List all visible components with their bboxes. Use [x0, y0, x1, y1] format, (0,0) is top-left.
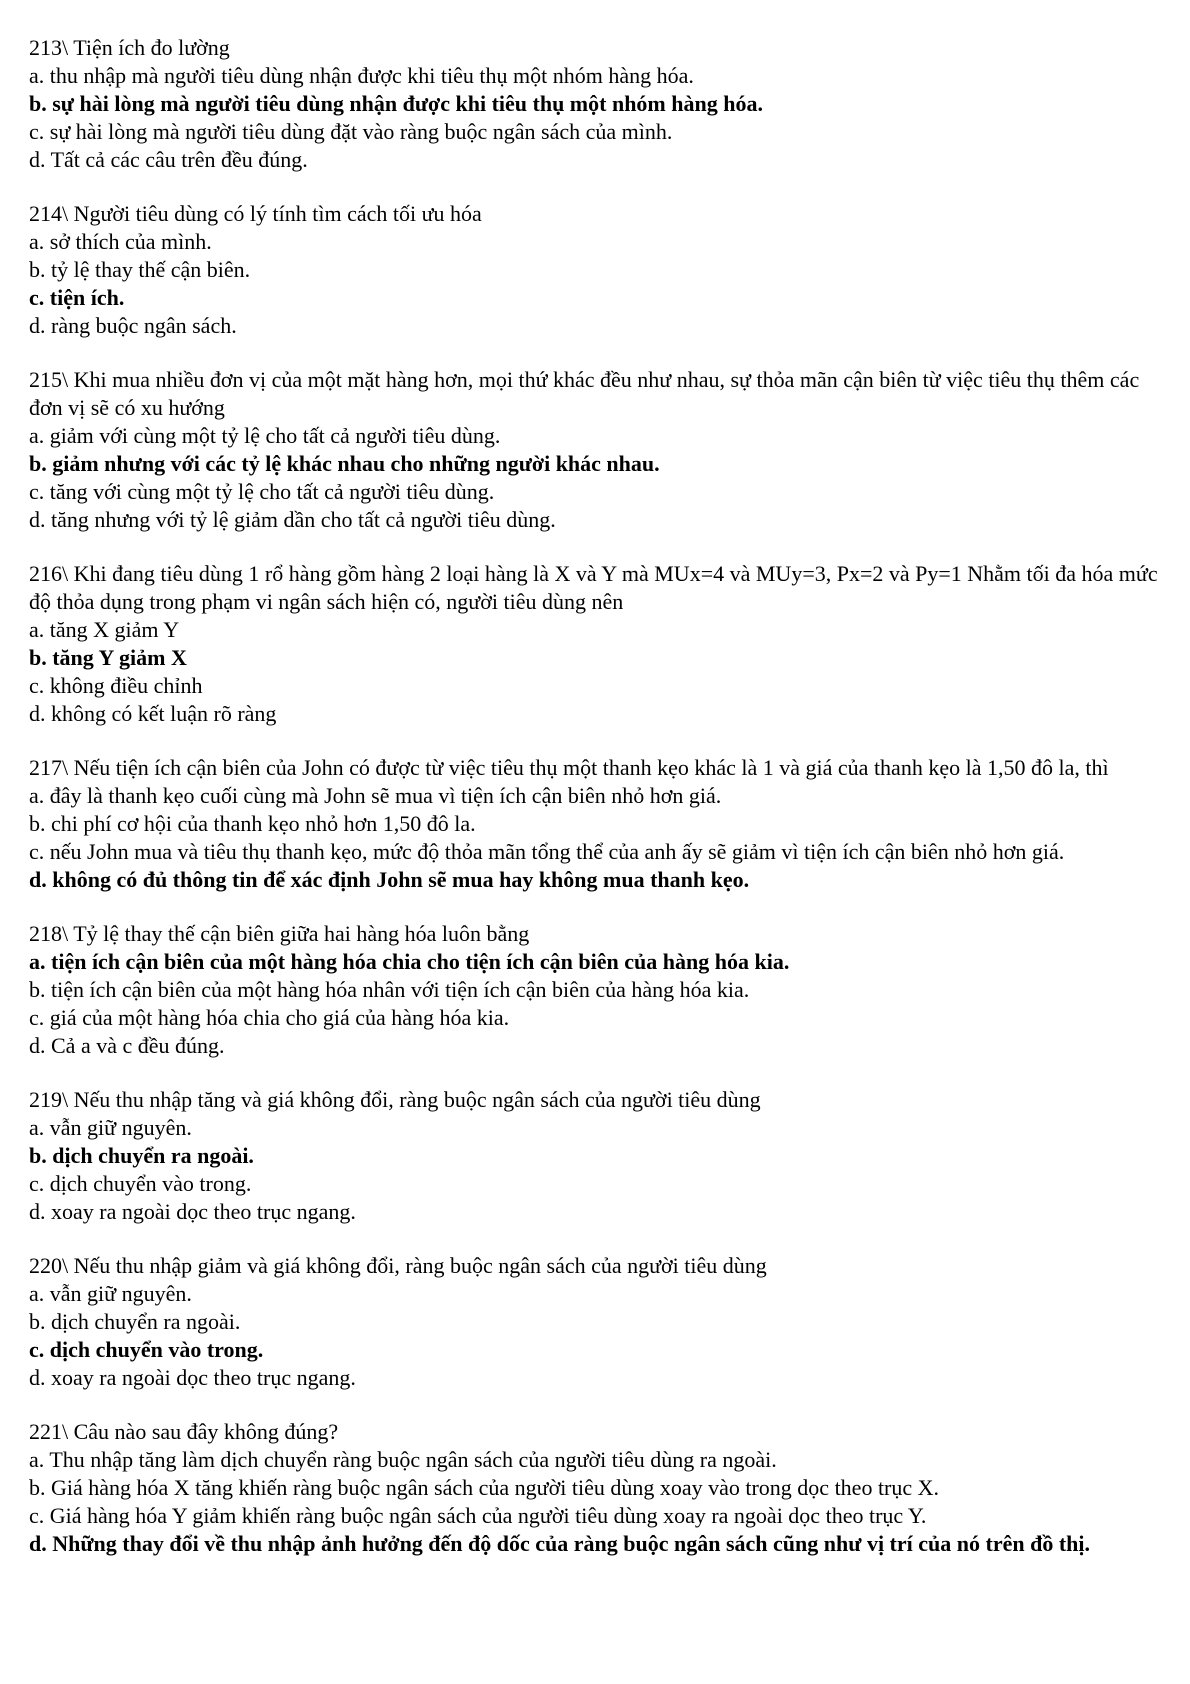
answer-option-d: d. không có kết luận rõ ràng: [29, 701, 277, 726]
question-stem: 214\ Người tiêu dùng có lý tính tìm cách tối ưu hóa: [29, 201, 482, 226]
question-217: [29, 754, 1164, 894]
answer-option-a-correct: a. tiện ích cận biên của một hàng hóa chia cho tiện ích cận biên của hàng hóa kia.: [29, 949, 790, 974]
document-page: [29, 34, 1164, 1584]
answer-option-c-correct: c. dịch chuyển vào trong.: [29, 1337, 264, 1362]
answer-option-a: a. vẫn giữ nguyên.: [29, 1115, 192, 1140]
answer-option-a: a. đây là thanh kẹo cuối cùng mà John sẽ mua vì tiện ích cận biên nhỏ hơn giá.: [29, 783, 722, 808]
question-stem: 217\ Nếu tiện ích cận biên của John có được từ việc tiêu thụ một thanh kẹo khác là 1 và giá của thanh kẹo là 1,50 đô la, thì: [29, 755, 1109, 780]
answer-option-a: a. sở thích của mình.: [29, 229, 212, 254]
question-214: [29, 200, 1164, 340]
answer-option-a: a. giảm với cùng một tỷ lệ cho tất cả người tiêu dùng.: [29, 423, 501, 448]
answer-option-b-correct: b. sự hài lòng mà người tiêu dùng nhận được khi tiêu thụ một nhóm hàng hóa.: [29, 91, 763, 116]
answer-option-a: a. vẫn giữ nguyên.: [29, 1281, 192, 1306]
answer-option-b-correct: b. dịch chuyển ra ngoài.: [29, 1143, 254, 1168]
answer-option-d: d. xoay ra ngoài dọc theo trục ngang.: [29, 1365, 356, 1390]
answer-option-d: d. xoay ra ngoài dọc theo trục ngang.: [29, 1199, 356, 1224]
question-stem: 218\ Tỷ lệ thay thế cận biên giữa hai hàng hóa luôn bằng: [29, 921, 530, 946]
answer-option-c: c. nếu John mua và tiêu thụ thanh kẹo, mức độ thỏa mãn tổng thể của anh ấy sẽ giảm vì tiện ích cận biên nhỏ hơn giá.: [29, 839, 1065, 864]
answer-option-d: d. Cả a và c đều đúng.: [29, 1033, 225, 1058]
question-218: [29, 920, 1164, 1060]
answer-option-b: b. dịch chuyển ra ngoài.: [29, 1309, 241, 1334]
answer-option-d-correct: d. Những thay đổi về thu nhập ảnh hưởng đến độ dốc của ràng buộc ngân sách cũng như vị trí của nó trên đồ thị.: [29, 1531, 1090, 1556]
answer-option-b: b. tỷ lệ thay thế cận biên.: [29, 257, 251, 282]
answer-option-d: d. ràng buộc ngân sách.: [29, 313, 237, 338]
question-stem: 216\ Khi đang tiêu dùng 1 rổ hàng gồm hàng 2 loại hàng là X và Y mà MUx=4 và MUy=3, Px=2 và Py=1 Nhằm tối đa hóa mức độ thỏa dụng trong phạm vi ngân sách hiện có, người tiêu dùng nên: [29, 561, 1158, 614]
answer-option-c: c. dịch chuyển vào trong.: [29, 1171, 252, 1196]
answer-option-a: a. Thu nhập tăng làm dịch chuyển ràng buộc ngân sách của người tiêu dùng ra ngoài.: [29, 1447, 777, 1472]
answer-option-d: d. Tất cả các câu trên đều đúng.: [29, 147, 308, 172]
answer-option-c: c. giá của một hàng hóa chia cho giá của hàng hóa kia.: [29, 1005, 510, 1030]
question-stem: 219\ Nếu thu nhập tăng và giá không đổi, ràng buộc ngân sách của người tiêu dùng: [29, 1087, 761, 1112]
answer-option-d-correct: d. không có đủ thông tin để xác định John sẽ mua hay không mua thanh kẹo.: [29, 867, 750, 892]
question-221: [29, 1418, 1164, 1558]
question-stem: 221\ Câu nào sau đây không đúng?: [29, 1419, 339, 1444]
answer-option-b-correct: b. tăng Y giảm X: [29, 645, 187, 670]
answer-option-a: a. tăng X giảm Y: [29, 617, 180, 642]
answer-option-b: b. Giá hàng hóa X tăng khiến ràng buộc ngân sách của người tiêu dùng xoay vào trong dọc theo trục X.: [29, 1475, 940, 1500]
question-stem: 213\ Tiện ích đo lường: [29, 35, 230, 60]
answer-option-c: c. không điều chỉnh: [29, 673, 203, 698]
question-215: [29, 366, 1164, 534]
question-220: [29, 1252, 1164, 1392]
answer-option-c: c. sự hài lòng mà người tiêu dùng đặt vào ràng buộc ngân sách của mình.: [29, 119, 673, 144]
answer-option-b-correct: b. giảm nhưng với các tỷ lệ khác nhau cho những người khác nhau.: [29, 451, 660, 476]
question-216: [29, 560, 1164, 728]
answer-option-c: c. tăng với cùng một tỷ lệ cho tất cả người tiêu dùng.: [29, 479, 495, 504]
answer-option-b: b. chi phí cơ hội của thanh kẹo nhỏ hơn 1,50 đô la.: [29, 811, 476, 836]
answer-option-b: b. tiện ích cận biên của một hàng hóa nhân với tiện ích cận biên của hàng hóa kia.: [29, 977, 750, 1002]
answer-option-c: c. Giá hàng hóa Y giảm khiến ràng buộc ngân sách của người tiêu dùng xoay ra ngoài dọc theo trục Y.: [29, 1503, 927, 1528]
question-stem: 220\ Nếu thu nhập giảm và giá không đổi, ràng buộc ngân sách của người tiêu dùng: [29, 1253, 767, 1278]
answer-option-d: d. tăng nhưng với tỷ lệ giảm dần cho tất cả người tiêu dùng.: [29, 507, 556, 532]
answer-option-c-correct: c. tiện ích.: [29, 285, 125, 310]
question-213: [29, 34, 1164, 174]
question-stem: 215\ Khi mua nhiều đơn vị của một mặt hàng hơn, mọi thứ khác đều như nhau, sự thỏa mãn cận biên từ việc tiêu thụ thêm các đơn vị sẽ có xu hướng: [29, 367, 1140, 420]
answer-option-a: a. thu nhập mà người tiêu dùng nhận được khi tiêu thụ một nhóm hàng hóa.: [29, 63, 694, 88]
question-219: [29, 1086, 1164, 1226]
